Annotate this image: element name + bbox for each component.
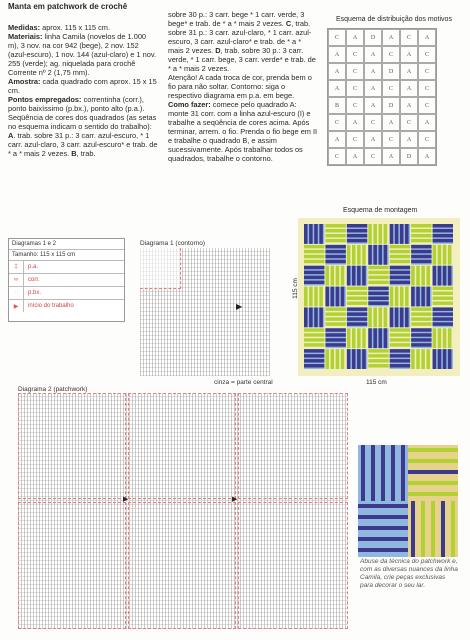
- distribution-cell: A: [328, 63, 346, 80]
- distribution-grid: [327, 28, 437, 166]
- distribution-cell: C: [328, 29, 346, 46]
- distribution-cell: C: [418, 131, 436, 148]
- legend-item: [9, 286, 124, 299]
- distribution-cell: C: [418, 80, 436, 97]
- distribution-cell: C: [400, 114, 418, 131]
- distribution-cell: C: [382, 80, 400, 97]
- montagem-square: [368, 307, 388, 327]
- distribution-cell: A: [364, 80, 382, 97]
- page-title: Manta em patchwork de crochê: [8, 2, 128, 11]
- distribution-cell: A: [328, 80, 346, 97]
- distribution-cell: D: [364, 29, 382, 46]
- pontos-paragraph: Pontos empregados: correntinha (corr.), ponto baixíssimo (p.bx.), ponto alto (p.a.). Seqüência de cores dos quadrados (as setas no esquema indicam o sentido do trabalho): A. trab. sobre 31 p.: 3 carr. azul-escuro, * 1 carr. azul-claro, 3 carr. azul-escuro* e trab. de * a * mais 2 vezes. B, trab.: [8, 95, 158, 158]
- diagram2-title: Diagrama 2 (patchwork): [18, 386, 88, 393]
- montagem-square: [347, 349, 367, 369]
- diagram2-square-b: [128, 393, 236, 499]
- distribution-cell: A: [400, 80, 418, 97]
- distribution-cell: B: [328, 97, 346, 114]
- montagem-square: [368, 328, 388, 348]
- montagem-square: [325, 224, 345, 244]
- distribution-cell: C: [400, 29, 418, 46]
- montagem-square: [411, 349, 431, 369]
- distribution-cell: A: [328, 46, 346, 63]
- distribution-cell: C: [328, 148, 346, 165]
- diagram2-square-e: [128, 502, 236, 629]
- montagem-square: [390, 266, 410, 286]
- photo-caption: Abuse da técnica do patchwork e, com as diversas nuances da linha Camila, crie peças exclusivas para decorar o seu lar.: [360, 558, 458, 589]
- distribution-cell: A: [382, 114, 400, 131]
- montagem-mosaic: [298, 218, 460, 376]
- legend-title: Diagramas 1 e 2: [12, 241, 57, 247]
- sequence-paragraph: sobre 30 p.: 3 carr. bege * 1 carr. verde, 3 bege* e trab. de * a * mais 2 vezes. C, trab. sobre 31 p.: 3 carr. azul-claro, * 1 carr. azul-escuro, 3 carr. azul-claro* e trab. de * a * mais 2 vezes. D, trab. sobre 30 p.: 3 carr. verde, * 1 carr. bege, 3 carr. verde* e trab. de * a * mais 2 vezes.: [168, 10, 316, 73]
- legend-symbol-icon: ▶: [9, 300, 24, 312]
- montagem-square: [347, 245, 367, 265]
- distribution-cell: A: [400, 46, 418, 63]
- distribution-title: Esquema de distribuição dos motivos: [336, 16, 452, 23]
- distribution-cell: C: [418, 97, 436, 114]
- montagem-title: Esquema de montagem: [343, 207, 418, 214]
- distribution-cell: C: [346, 80, 364, 97]
- distribution-cell: C: [346, 46, 364, 63]
- montagem-square: [325, 266, 345, 286]
- montagem-square: [347, 266, 367, 286]
- distribution-cell: D: [400, 148, 418, 165]
- montagem-square: [433, 224, 453, 244]
- distribution-cell: A: [364, 63, 382, 80]
- montagem-square: [390, 245, 410, 265]
- montagem-square: [325, 245, 345, 265]
- montagem-square: [433, 307, 453, 327]
- montagem-square: [411, 287, 431, 307]
- distribution-cell: C: [382, 46, 400, 63]
- right-text-column: [168, 10, 318, 163]
- distribution-cell: A: [364, 97, 382, 114]
- diagram2-square-f: [238, 502, 348, 629]
- distribution-cell: C: [364, 114, 382, 131]
- diagram1-caption: cinza = parte central: [214, 379, 273, 386]
- montagem-height-label: 115 cm: [291, 278, 299, 299]
- legend-symbol-icon: ‡: [9, 261, 24, 273]
- distribution-cell: A: [418, 148, 436, 165]
- montagem-square: [411, 328, 431, 348]
- montagem-svg: [298, 218, 460, 376]
- legend-label: p.bx.: [28, 290, 42, 296]
- montagem-square: [411, 266, 431, 286]
- distribution-cell: A: [346, 148, 364, 165]
- distribution-cell: A: [364, 46, 382, 63]
- distribution-cell: A: [400, 97, 418, 114]
- distribution-cell: A: [400, 63, 418, 80]
- materiais-paragraph: Materiais: linha Camila (novelos de 1.000 m), 3 nov. na cor 942 (bege), 2 nov. 152 (azul-escuro), 1 nov. 144 (azul-claro) e 1 nov. 255 (verde); ag. niquelada para crochê Corrente nº 2 (1,75 mm).: [8, 32, 157, 77]
- start-arrow-icon: ▶: [236, 302, 243, 311]
- legend-box: [8, 238, 125, 322]
- legend-size: Tamanho: 115 x 115 cm: [9, 249, 124, 260]
- montagem-square: [347, 224, 367, 244]
- distribution-cell: C: [346, 97, 364, 114]
- legend-label: p.a.: [28, 264, 39, 270]
- diagram2-square-c: [238, 393, 348, 499]
- montagem-square: [347, 287, 367, 307]
- distribution-cell: A: [418, 114, 436, 131]
- montagem-square: [368, 224, 388, 244]
- distribution-cell: A: [382, 148, 400, 165]
- distribution-cell: A: [382, 29, 400, 46]
- como-fazer-paragraph: Como fazer: comece pelo quadrado A: monte 31 corr. com a linha azul-escuro (I) e trabalhe a seqüência de cores acima. Após terminar, arrem. o fio. Prenda o fio bege em II e trabalhe o quadrado B, e assim sucessivamente. Após trabalhar todos os quadrados, trabalhe o contorno.: [168, 100, 318, 163]
- distribution-cell: A: [328, 131, 346, 148]
- distribution-cell: A: [346, 114, 364, 131]
- montagem-square: [433, 287, 453, 307]
- diagram1-corner: [140, 248, 181, 289]
- legend-label: início do trabalho: [28, 303, 74, 309]
- legend-item: [9, 260, 124, 273]
- distribution-cell: C: [418, 63, 436, 80]
- montagem-square: [433, 266, 453, 286]
- legend-symbol-icon: ∙: [9, 287, 24, 299]
- medidas-paragraph: Medidas: aprox. 115 x 115 cm.: [8, 23, 111, 32]
- left-text-column: [8, 2, 158, 158]
- montagem-square: [390, 307, 410, 327]
- montagem-square: [390, 349, 410, 369]
- montagem-square: [304, 224, 324, 244]
- distribution-cell: C: [346, 63, 364, 80]
- montagem-square: [304, 245, 324, 265]
- distribution-cell: C: [418, 46, 436, 63]
- atencao-paragraph: Atenção! A cada troca de cor, prenda bem o fio para não soltar. Contorno: siga o respectivo diagrama em p.a. em bege.: [168, 73, 312, 100]
- montagem-square: [368, 349, 388, 369]
- montagem-square: [411, 245, 431, 265]
- montagem-square: [390, 328, 410, 348]
- montagem-square: [390, 224, 410, 244]
- montagem-square: [304, 287, 324, 307]
- distribution-cell: A: [346, 29, 364, 46]
- montagem-square: [347, 307, 367, 327]
- distribution-cell: A: [400, 131, 418, 148]
- distribution-cell: D: [382, 63, 400, 80]
- legend-item: [9, 299, 124, 312]
- montagem-width-label: 115 cm: [366, 379, 387, 386]
- montagem-square: [325, 328, 345, 348]
- montagem-square: [325, 307, 345, 327]
- montagem-square: [411, 224, 431, 244]
- montagem-square: [347, 328, 367, 348]
- montagem-square: [325, 287, 345, 307]
- legend-item: [9, 273, 124, 286]
- photo-svg: [358, 445, 458, 557]
- legend-symbol-icon: ∞: [9, 274, 24, 286]
- montagem-square: [325, 349, 345, 369]
- montagem-square: [433, 245, 453, 265]
- montagem-square: [411, 307, 431, 327]
- start-arrow-icon: ▶: [123, 496, 129, 503]
- montagem-square: [433, 349, 453, 369]
- montagem-square: [304, 266, 324, 286]
- montagem-square: [304, 328, 324, 348]
- diagram1-title: Diagrama 1 (contorno): [140, 240, 206, 247]
- distribution-cell: C: [382, 131, 400, 148]
- amostra-paragraph: Amostra: cada quadrado com aprox. 15 x 15 cm.: [8, 77, 157, 95]
- montagem-square: [433, 328, 453, 348]
- distribution-cell: C: [328, 114, 346, 131]
- distribution-cell: A: [364, 131, 382, 148]
- montagem-square: [304, 307, 324, 327]
- diagram2-square-d: [18, 502, 126, 629]
- blanket-photo: [358, 445, 458, 557]
- montagem-square: [368, 266, 388, 286]
- distribution-cell: C: [346, 131, 364, 148]
- montagem-square: [368, 287, 388, 307]
- montagem-square: [390, 287, 410, 307]
- montagem-square: [368, 245, 388, 265]
- distribution-cell: C: [364, 148, 382, 165]
- distribution-cell: D: [382, 97, 400, 114]
- start-arrow-icon: ▶: [232, 496, 238, 503]
- diagram2-square-a: [18, 393, 126, 499]
- distribution-cell: A: [418, 29, 436, 46]
- legend-label: corr.: [28, 277, 40, 283]
- montagem-square: [304, 349, 324, 369]
